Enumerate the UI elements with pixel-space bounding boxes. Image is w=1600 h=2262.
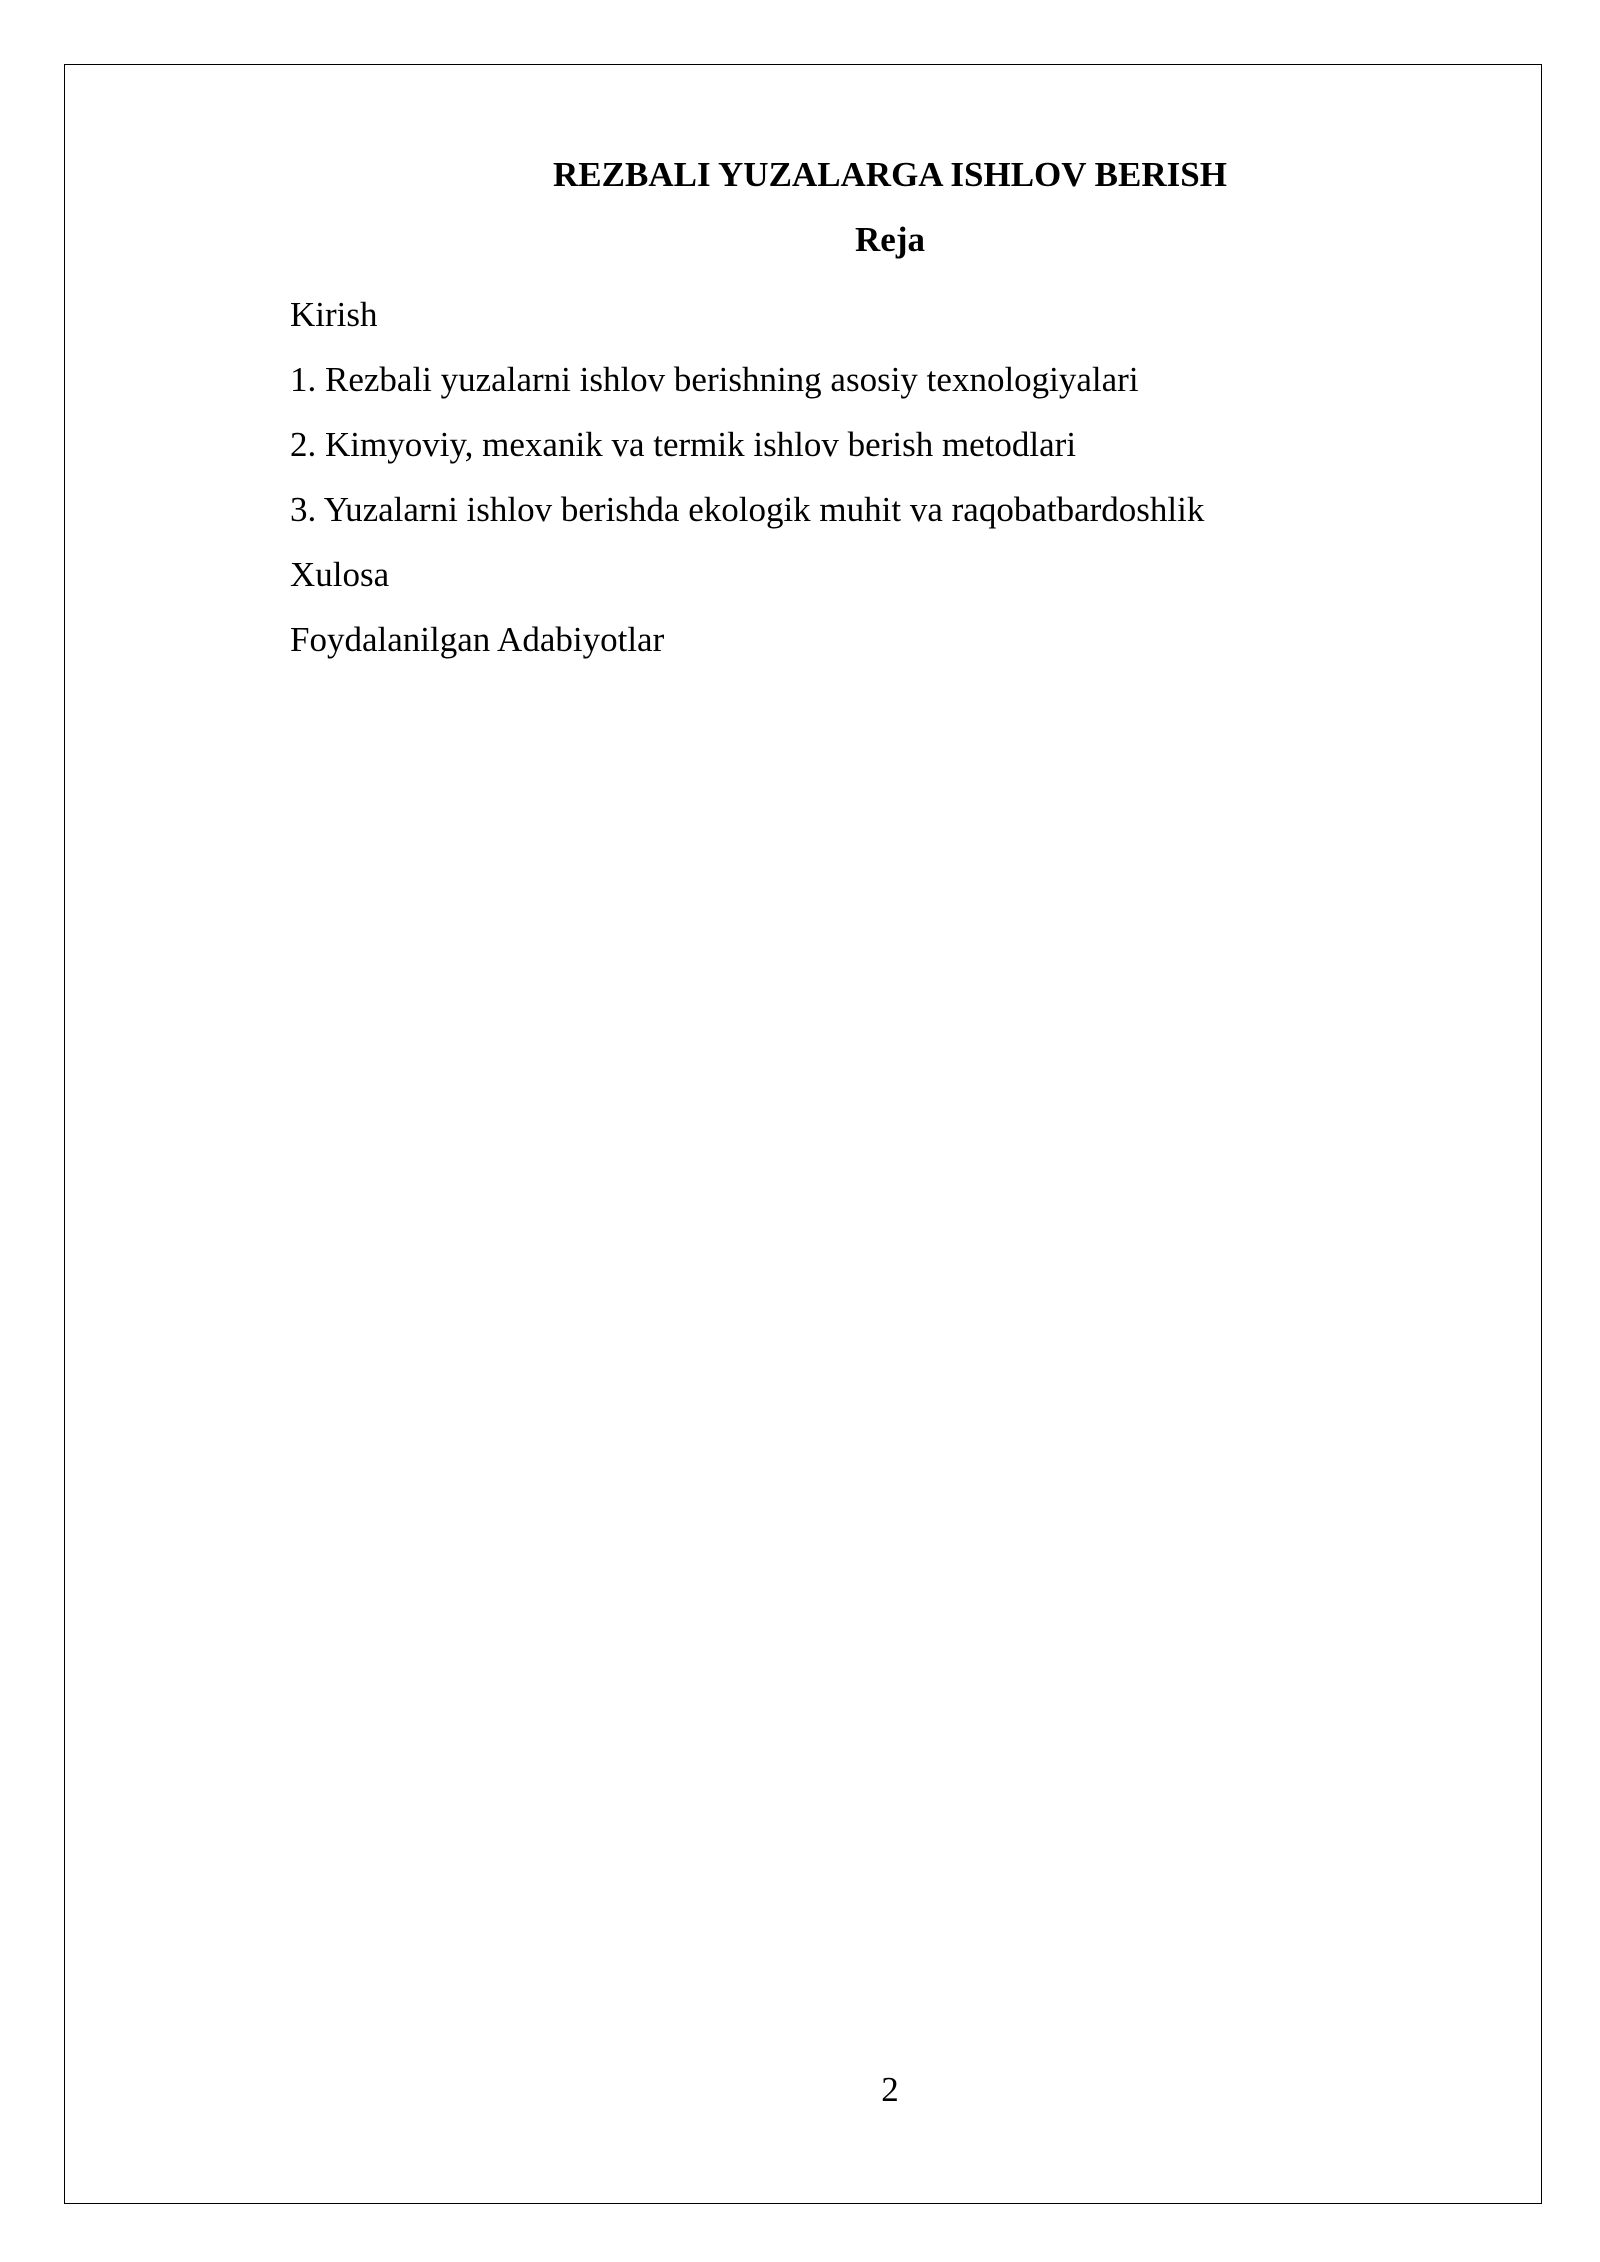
toc-item-1: 1. Rezbali yuzalarni ishlov berishning asosiy texnologiyalari <box>290 360 1139 399</box>
toc-item-2: 2. Kimyoviy, mexanik va termik ishlov berish metodlari <box>290 425 1077 464</box>
page-number: 2 <box>881 2070 899 2109</box>
toc-item-introduction: Kirish <box>290 295 378 334</box>
document-title: REZBALI YUZALARGA ISHLOV BERISH <box>553 155 1227 194</box>
toc-item-3: 3. Yuzalarni ishlov berishda ekologik muhit va raqobatbardoshlik <box>290 490 1205 529</box>
toc-item-references: Foydalanilgan Adabiyotlar <box>290 620 665 659</box>
table-of-contents <box>290 282 1204 672</box>
toc-item-conclusion: Xulosa <box>290 555 390 594</box>
plan-heading: Reja <box>855 220 925 259</box>
